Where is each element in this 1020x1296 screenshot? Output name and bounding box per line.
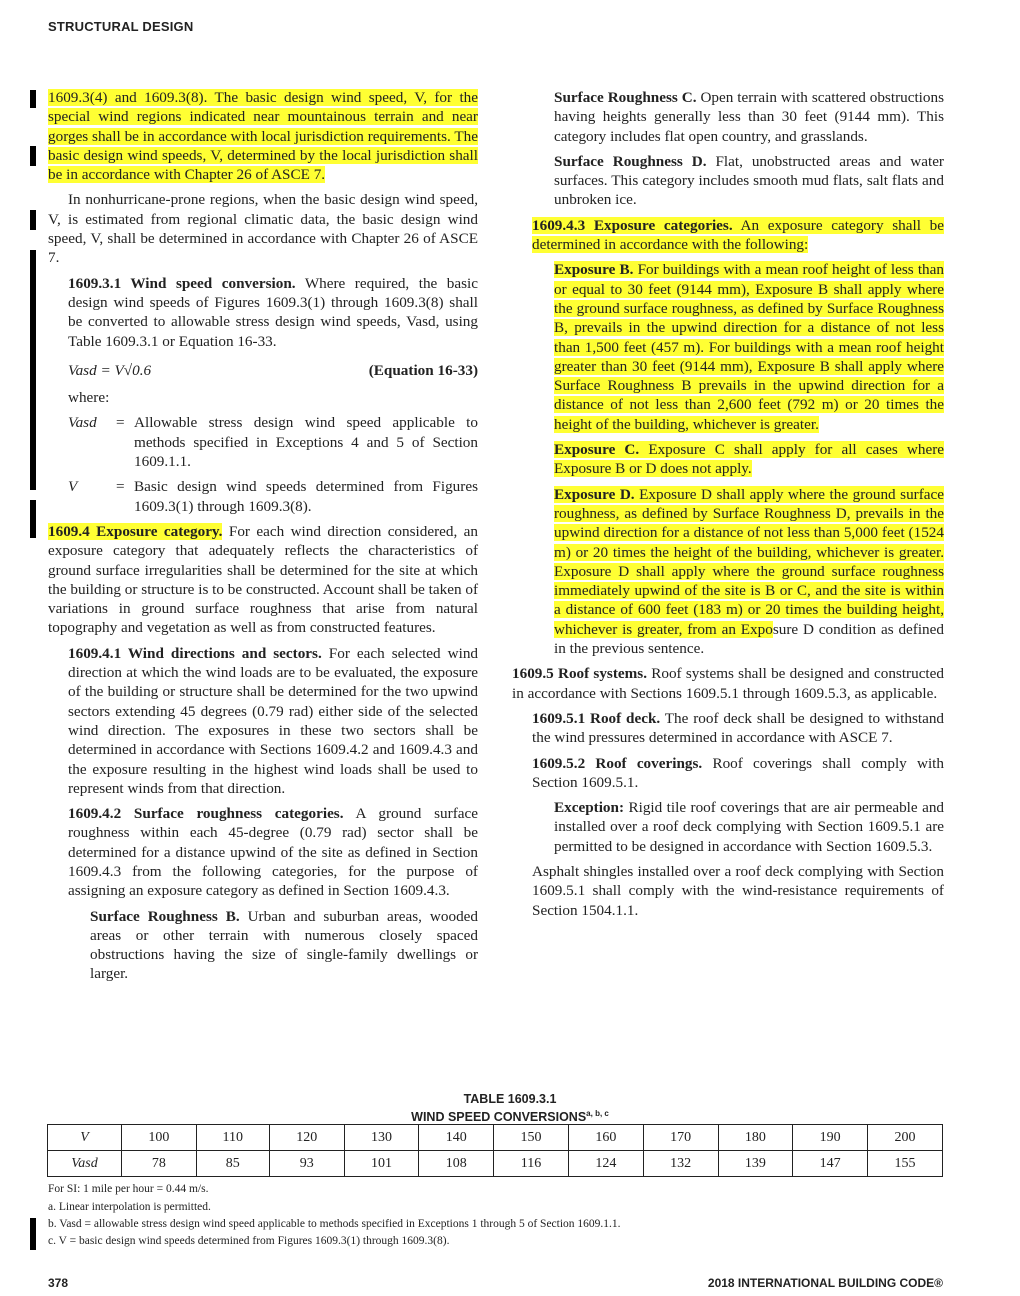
change-bar xyxy=(30,250,36,490)
table-cell: 108 xyxy=(419,1151,494,1177)
table-cell: 147 xyxy=(793,1151,868,1177)
asphalt-shingles: Asphalt shingles installed over a roof deck complying with Section 1609.5.1 shall comply with the wind-resistance requirements of Section 1504.1.1. xyxy=(532,862,944,919)
table-title: TABLE 1609.3.1 xyxy=(463,1092,557,1106)
table-cell: 130 xyxy=(344,1125,419,1151)
table-cell: 170 xyxy=(643,1125,718,1151)
table-cell: 120 xyxy=(269,1125,344,1151)
right-column xyxy=(512,88,944,926)
table-cell: 139 xyxy=(718,1151,793,1177)
wind-speed-conversion-table xyxy=(47,1124,943,1177)
table-cell: 140 xyxy=(419,1125,494,1151)
table-cell: 116 xyxy=(494,1151,569,1177)
table-cell: 85 xyxy=(196,1151,269,1177)
table-cell: 78 xyxy=(122,1151,197,1177)
table-cell: 155 xyxy=(868,1151,943,1177)
definition-v: V = Basic design wind speeds determined from Figures 1609.3(1) through 1609.3(8). xyxy=(68,478,478,515)
table-cell: 132 xyxy=(643,1151,718,1177)
table-cell: 124 xyxy=(568,1151,643,1177)
section-1609-4: 1609.4 Exposure category. For each wind direction considered, an exposure category that adequately reflects the characteristics of ground surface irregularities shall be determined for the site at which the building or structure is to be constructed. Account shall be taken of variations in ground surface roughness that arise from natural topography and vegetation as well as from constructed features. xyxy=(48,522,478,637)
section-1609-5: 1609.5 Roof systems. Roof systems shall be designed and constructed in accordance with Sections 1609.5.1 through 1609.5.3, as applicable. xyxy=(512,665,944,702)
section-1609-5-1: 1609.5.1 Roof deck. The roof deck shall be designed to withstand the wind pressures determined in accordance with ASCE 7. xyxy=(532,709,945,747)
paragraph-nonhurricane: In nonhurricane-prone regions, when the basic design wind speed, V, is estimated from regional climatic data, the basic design wind speed, V, shall be determined in accordance with Chapter 26 of ASCE 7. xyxy=(48,191,478,267)
page-number: 378 xyxy=(48,1276,69,1290)
where-label: where: xyxy=(68,389,110,407)
change-bar xyxy=(30,90,36,108)
paragraph-special-wind-regions: 1609.3(4) and 1609.3(8). The basic design wind speed, V, for the special wind regions indicated near mountainous terrain and near gorges shall be in accordance with local jurisdiction requirements. The basic design wind speeds, V, determined by the local jurisdiction shall be in accordance with Chapter 26 of ASCE 7. xyxy=(48,89,478,184)
row-label-vasd: Vasd xyxy=(48,1151,122,1177)
table-cell: 101 xyxy=(344,1151,419,1177)
section-1609-4-2: 1609.4.2 Surface roughness categories. A ground surface roughness within each 45-degree (0.79 rad) sector shall be determined for a distance upwind of the site as defined in Section 1609.4.3 from the following categories, for the purpose of assigning an exposure category as defined in Section 1609.4.3. xyxy=(68,805,478,900)
surface-roughness-b: Surface Roughness B. Urban and suburban areas, wooded areas or other terrain with numerous closely spaced obstructions having the size of single-family dwellings or larger. xyxy=(90,907,478,983)
section-1609-3-1: 1609.3.1 Wind speed conversion. Where required, the basic design wind speeds of Figures 1609.3(1) through 1609.3(8) shall be converted to allowable stress design wind speeds, Vasd, using Table 1609.3.1 or Equation 16-33. xyxy=(68,274,478,350)
table-cell: 180 xyxy=(718,1125,793,1151)
note-c: c. V = basic design wind speeds determined from Figures 1609.3(1) through 1609.3(8). xyxy=(48,1235,450,1247)
change-bar xyxy=(30,146,36,166)
equation-16-33: Vasd = V√0.6 (Equation 16-33) xyxy=(68,361,478,379)
change-bar xyxy=(30,210,36,230)
table-cell: 93 xyxy=(269,1151,344,1177)
table-cell: 200 xyxy=(868,1125,943,1151)
table-cell: 110 xyxy=(196,1125,269,1151)
table-cell: 160 xyxy=(568,1125,643,1151)
table-cell: 150 xyxy=(494,1125,569,1151)
exposure-c: Exposure C. Exposure C shall apply for all cases where Exposure B or D does not apply. xyxy=(554,441,945,478)
definition-vasd: Vasd = Allowable stress design wind speed applicable to methods specified in Exceptions 4 and 5 of Section 1609.1.1. xyxy=(68,414,478,471)
exception: Exception: Rigid tile roof coverings that are air permeable and installed over a roof deck complying with Section 1609.5.1 are permitted to be designed in accordance with Section 1609.5.3. xyxy=(554,799,945,855)
table-cell: 190 xyxy=(793,1125,868,1151)
change-bar xyxy=(30,500,36,538)
note-b: b. Vasd = allowable stress design wind speed applicable to methods specified in Exceptions 1 through 5 of Section 1609.1.1. xyxy=(48,1218,621,1230)
table-cell: 100 xyxy=(122,1125,197,1151)
exposure-d: Exposure D. Exposure D shall apply where the ground surface roughness, as defined by Surface Roughness D, prevails in the upwind direction for a distance of not less than 5,000 feet (1524 m) or 20 times the height of the building, whichever is greater. Exposure D shall apply where the ground surface roughness immediately upwind of the site is B or C, and the site is within a distance of 600 feet (183 m) or 20 times the building height, whichever is greater, from an Exposure D condition as defined in the previous sentence. xyxy=(554,485,945,658)
left-column xyxy=(48,88,478,990)
section-1609-4-3: 1609.4.3 Exposure categories. An exposure category shall be determined in accordance with the following: xyxy=(532,216,944,254)
running-header: STRUCTURAL DESIGN xyxy=(48,19,194,34)
row-label-v: V xyxy=(48,1125,122,1151)
note-si: For SI: 1 mile per hour = 0.44 m/s. xyxy=(48,1183,209,1195)
exposure-b: Exposure B. For buildings with a mean roof height of less than or equal to 30 feet (9144 mm), Exposure B shall apply where the ground surface roughness, as defined by Surface Roughness B, prevails in the upwind direction for a distance of not less than 1,500 feet (457 m). For buildings with a mean roof height greater than 30 feet (9144 mm), Exposure B shall apply where Surface Roughness B prevails in the upwind direction for a distance of not less than 2,600 feet (792 m) or 20 times the height of the building, whichever is greater. xyxy=(554,261,944,433)
section-1609-4-1: 1609.4.1 Wind directions and sectors. For each selected wind direction at which the wind loads are to be evaluated, the exposure of the building or structure shall be determined for the two upwind sectors extending 45 degrees (0.79 rad) either side of the selected wind direction. The exposures in these two sectors shall be determined in accordance with Sections 1609.4.2 and 1609.4.3 and the exposure resulting in the highest wind loads shall be used to represent winds from that direction. xyxy=(68,644,479,797)
table-row xyxy=(48,1151,943,1177)
section-1609-5-2: 1609.5.2 Roof coverings. Roof coverings shall comply with Section 1609.5.1. xyxy=(532,754,944,791)
running-footer: 2018 INTERNATIONAL BUILDING CODE® xyxy=(707,1276,943,1290)
table-row xyxy=(48,1125,943,1151)
surface-roughness-d: Surface Roughness D. Flat, unobstructed areas and water surfaces. This category includes smooth mud flats, salt flats and unbroken ice. xyxy=(554,152,944,209)
surface-roughness-c: Surface Roughness C. Open terrain with scattered obstructions having heights generally less than 30 feet (9144 mm). This category includes flat open country, and grasslands. xyxy=(554,89,944,145)
note-a: a. Linear interpolation is permitted. xyxy=(48,1201,211,1213)
table-subtitle: WIND SPEED CONVERSIONS$^{a, b, c}$ xyxy=(411,1109,609,1125)
change-bar xyxy=(30,1218,36,1250)
